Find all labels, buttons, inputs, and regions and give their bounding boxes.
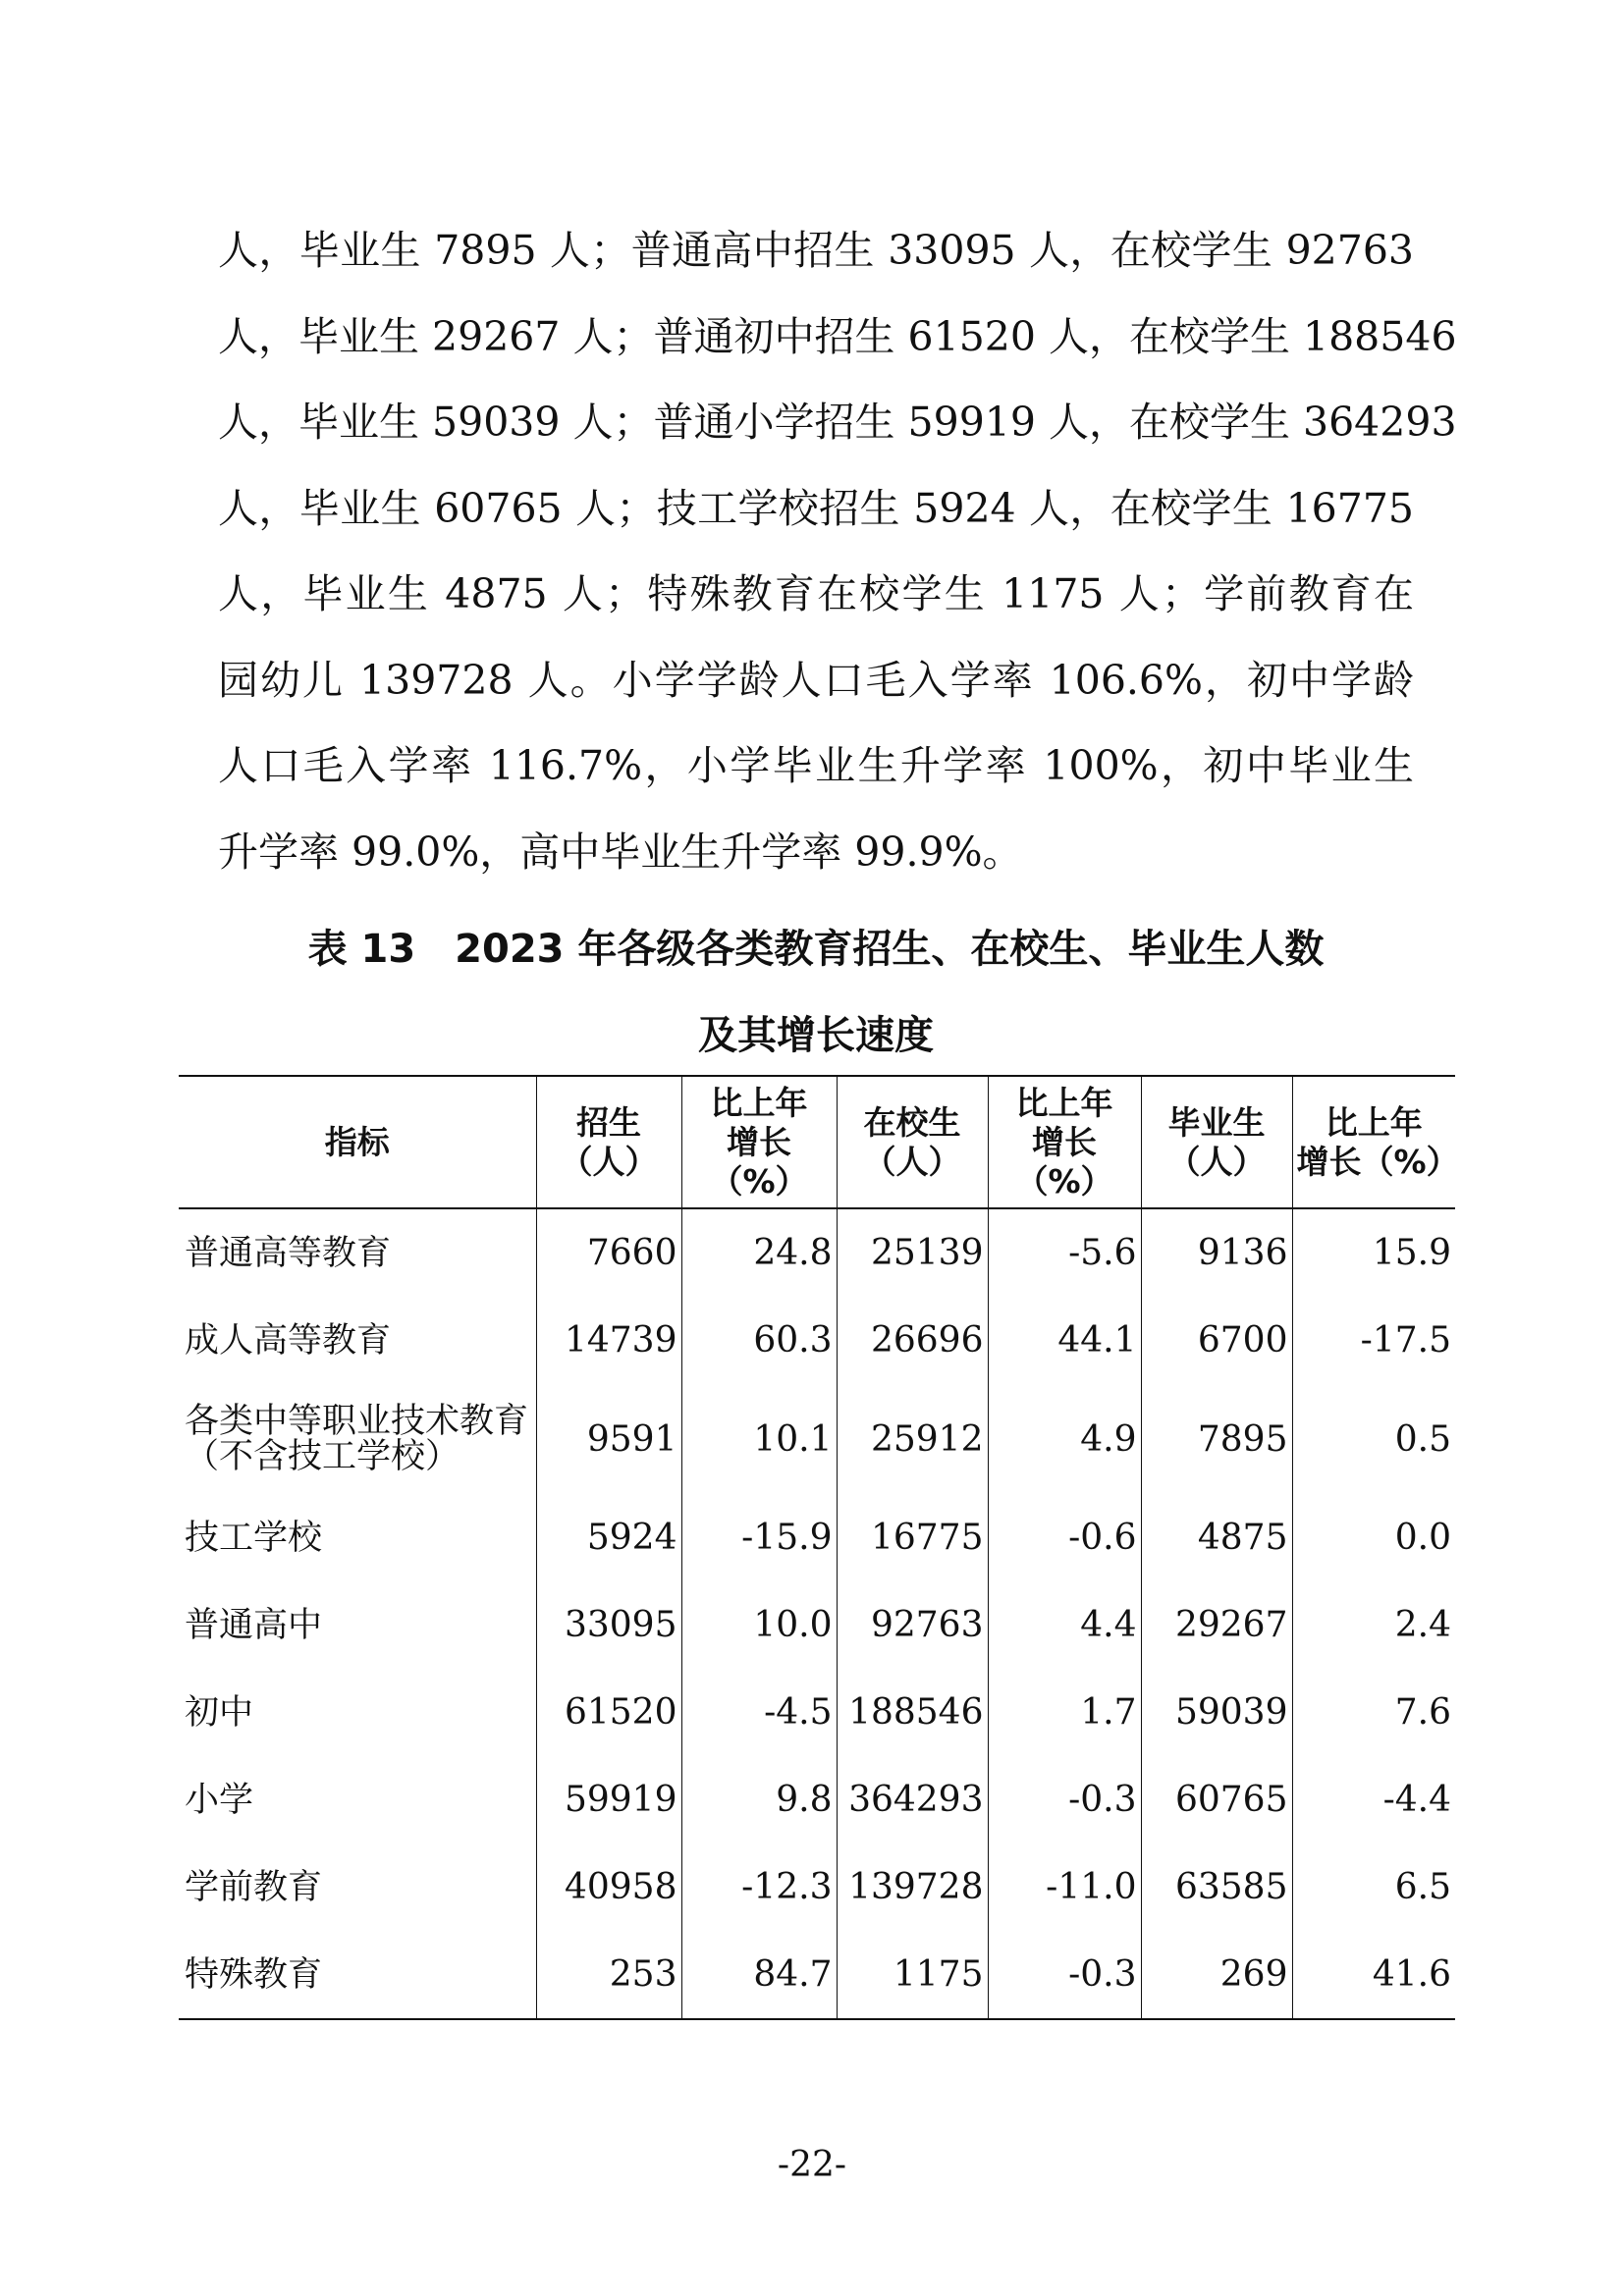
- row-label: 学前教育: [185, 1867, 323, 1907]
- table-cell: -0.3: [988, 1931, 1141, 2019]
- table-cell: -0.3: [988, 1756, 1141, 1843]
- table-caption-line1: 表 13 2023 年各级各类教育招生、在校生、毕业生人数: [307, 927, 1325, 972]
- header-text-line: （人）: [560, 1142, 658, 1181]
- paragraph-line: 人，毕业生 59039 人；普通小学招生 59919 人，在校学生 364293: [218, 399, 1457, 446]
- header-text-line: 比上年: [1325, 1102, 1423, 1142]
- header-text-line: 在校生: [863, 1102, 961, 1142]
- table-cell: 10.0: [681, 1581, 837, 1669]
- table-cell: 0.5: [1292, 1384, 1455, 1494]
- table-cell: 44.1: [988, 1297, 1141, 1384]
- table-cell: 364293: [837, 1756, 988, 1843]
- table-cell: 0.0: [1292, 1494, 1455, 1581]
- table-cell: 9136: [1141, 1208, 1292, 1297]
- table-cell: 139728: [837, 1843, 988, 1931]
- table-cell: 24.8: [681, 1208, 837, 1297]
- table-row: [179, 1756, 1455, 1843]
- table-row: [179, 1931, 1455, 2019]
- header-in-school-growth: [988, 1076, 1141, 1208]
- body-paragraph: [218, 208, 1457, 895]
- table-cell: 7895: [1141, 1384, 1292, 1494]
- header-text-line: 比上年: [1015, 1083, 1113, 1122]
- header-text-line: 招生: [576, 1102, 641, 1142]
- row-label: 成人高等教育: [185, 1320, 392, 1361]
- header-enrollment-growth: [681, 1076, 837, 1208]
- table-cell: 6.5: [1292, 1843, 1455, 1931]
- education-statistics-table: [179, 1075, 1459, 2020]
- table-row: [179, 1581, 1455, 1669]
- table-cell: 26696: [837, 1297, 988, 1384]
- row-label: 小学: [185, 1780, 254, 1820]
- table-cell: 61520: [536, 1669, 681, 1756]
- table-header-row: [179, 1076, 1455, 1208]
- table-cell: 9.8: [681, 1756, 837, 1843]
- table-cell: 10.1: [681, 1384, 837, 1494]
- row-label: 特殊教育: [185, 1954, 323, 1995]
- table-cell: -4.4: [1292, 1756, 1455, 1843]
- table-cell: 188546: [837, 1669, 988, 1756]
- row-label: 普通高中: [185, 1605, 323, 1645]
- header-text-line: （%）: [710, 1161, 808, 1201]
- table-row: [179, 1494, 1455, 1581]
- header-indicator: [179, 1076, 536, 1208]
- header-text-line: 毕业生: [1167, 1102, 1266, 1142]
- table-row: [179, 1669, 1455, 1756]
- paragraph-line: 人，毕业生 4875 人；特殊教育在校学生 1175 人；学前教育在: [218, 570, 1414, 617]
- header-text-line: 增长（%）: [1296, 1142, 1459, 1181]
- paragraph-line: 人口毛入学率 116.7%，小学毕业生升学率 100%，初中毕业生: [218, 742, 1414, 789]
- table-cell: 253: [536, 1931, 681, 2019]
- table-cell: 40958: [536, 1843, 681, 1931]
- table-cell: 92763: [837, 1581, 988, 1669]
- row-label: 各类中等职业技术教育（不含技工学校）: [185, 1402, 529, 1476]
- table-cell: 25139: [837, 1208, 988, 1297]
- table-cell: 16775: [837, 1494, 988, 1581]
- header-text-line: 指标: [324, 1122, 390, 1161]
- header-enrollment: [536, 1076, 681, 1208]
- table-cell: 14739: [536, 1297, 681, 1384]
- paragraph-line: 园幼儿 139728 人。小学学龄人口毛入学率 106.6%，初中学龄: [218, 656, 1414, 704]
- header-text-line: 比上年: [710, 1083, 808, 1122]
- table-cell: -0.6: [988, 1494, 1141, 1581]
- table-cell: 6700: [1141, 1297, 1292, 1384]
- table-cell: -12.3: [681, 1843, 837, 1931]
- table-cell: 4.4: [988, 1581, 1141, 1669]
- header-text-line: （人）: [1167, 1142, 1266, 1181]
- table-row: [179, 1297, 1455, 1384]
- paragraph-line: 人，毕业生 60765 人；技工学校招生 5924 人，在校学生 16775: [218, 484, 1414, 532]
- table-cell: 1.7: [988, 1669, 1141, 1756]
- table-row: [179, 1208, 1455, 1297]
- table-cell: 9591: [536, 1384, 681, 1494]
- row-label: 初中: [185, 1692, 254, 1733]
- table-cell: -4.5: [681, 1669, 837, 1756]
- table-row: [179, 1843, 1455, 1931]
- paragraph-line: 人，毕业生 7895 人；普通高中招生 33095 人，在校学生 92763: [218, 227, 1414, 274]
- header-text-line: （人）: [863, 1142, 961, 1181]
- table-cell: 60.3: [681, 1297, 837, 1384]
- table-cell: 5924: [536, 1494, 681, 1581]
- page-number: -22-: [777, 2145, 847, 2185]
- header-text-line: 增长: [727, 1122, 791, 1161]
- table-cell: 269: [1141, 1931, 1292, 2019]
- header-graduates-growth: [1292, 1076, 1459, 1208]
- table-cell: 29267: [1141, 1581, 1292, 1669]
- table-cell: 60765: [1141, 1756, 1292, 1843]
- table-cell: 1175: [837, 1931, 988, 2019]
- table-cell: 4.9: [988, 1384, 1141, 1494]
- table-cell: 7660: [536, 1208, 681, 1297]
- table-cell: 59039: [1141, 1669, 1292, 1756]
- paragraph-line: 人，毕业生 29267 人；普通初中招生 61520 人，在校学生 188546: [218, 312, 1457, 360]
- header-graduates: [1141, 1076, 1292, 1208]
- table-cell: 15.9: [1292, 1208, 1455, 1297]
- table-cell: 4875: [1141, 1494, 1292, 1581]
- table-cell: 59919: [536, 1756, 681, 1843]
- table-cell: -11.0: [988, 1843, 1141, 1931]
- table-cell: -5.6: [988, 1208, 1141, 1297]
- table-cell: -17.5: [1292, 1297, 1455, 1384]
- table-caption-line2: 及其增长速度: [698, 1013, 934, 1058]
- table-row: [179, 1384, 1455, 1494]
- table-cell: 41.6: [1292, 1931, 1455, 2019]
- table-cell: 33095: [536, 1581, 681, 1669]
- header-text-line: 增长: [1032, 1122, 1097, 1161]
- row-label: 技工学校: [185, 1518, 323, 1558]
- table-cell: 84.7: [681, 1931, 837, 2019]
- table-cell: 7.6: [1292, 1669, 1455, 1756]
- table-cell: -15.9: [681, 1494, 837, 1581]
- paragraph-line: 升学率 99.0%，高中毕业生升学率 99.9%。: [218, 828, 1023, 876]
- row-label: 普通高等教育: [185, 1233, 392, 1273]
- table-cell: 63585: [1141, 1843, 1292, 1931]
- header-in-school: [837, 1076, 988, 1208]
- table-cell: 25912: [837, 1384, 988, 1494]
- table-cell: 2.4: [1292, 1581, 1455, 1669]
- header-text-line: （%）: [1015, 1161, 1113, 1201]
